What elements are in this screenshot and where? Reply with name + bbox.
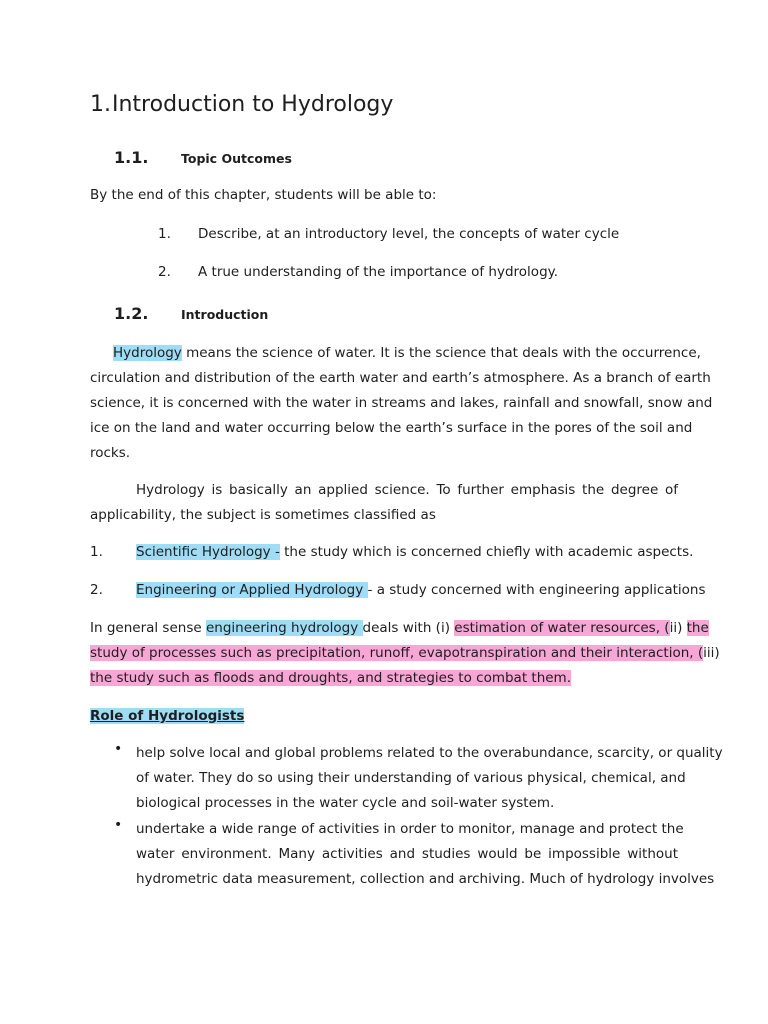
classification-item-1: Scientific Hydrology - the study which is concerned chiefly with academic aspects. [136,544,694,560]
chapter-title: Introduction to Hydrology [112,92,394,117]
role-bullet-1-line-2: of water. They do so using their understanding of various physical, chemical, and [136,770,686,786]
bullet-icon: • [114,741,123,757]
role-bullet-1-line-3: biological processes in the water cycle and soil-water system. [136,795,555,811]
section-1-2-title: Introduction [181,307,269,322]
outcomes-intro: By the end of this chapter, students will be able to: [90,187,437,203]
the-highlight: the [686,620,709,636]
intro-line-3: science, it is concerned with the water in streams and lakes, rainfall and snowfall, snow and [90,395,713,411]
intro-line-5: rocks. [90,445,131,461]
engineering-hydrology-highlight: Engineering or Applied Hydrology [136,582,368,598]
role-bullet-2-line-3: hydrometric data measurement, collection and archiving. Much of hydrology involves [136,871,715,887]
intro-line-1: Hydrology means the science of water. It is the science that deals with the occurrence, [113,345,701,361]
section-1-2-number: 1.2. [114,304,149,323]
applied-line-2: applicability, the subject is sometimes classified as [90,507,436,523]
chapter-heading [90,92,393,117]
intro-line-2: circulation and distribution of the earth water and earth’s atmosphere. As a branch of earth [90,370,711,386]
classification-number-2: 2. [90,582,103,598]
general-line-3 [90,666,678,691]
scientific-hydrology-highlight: Scientific Hydrology - [136,544,280,560]
water-resources-highlight: estimation of water resources, ( [454,620,670,636]
chapter-number: 1. [90,92,111,117]
outcome-text-2: A true understanding of the importance of hydrology. [198,264,558,280]
general-line-2: study of processes such as precipitation, runoff, evapotranspiration and their interaction, (iii) [90,645,720,661]
processes-highlight: study of processes such as precipitation, runoff, evapotranspiration and their interaction, ( [90,645,704,661]
general-line-1: In general sense engineering hydrology deals with (i) estimation of water resources, (ii) the [90,620,709,636]
floods-highlight: the study such as floods and droughts, and strategies to combat them. [90,670,572,686]
engineering-hydrology-term-highlight: engineering hydrology [205,620,363,636]
applied-line-1: Hydrology is basically an applied science. To further emphasis the degree of [136,482,678,498]
classification-item-2: Engineering or Applied Hydrology - a study concerned with engineering applications [136,582,706,598]
section-1-1-number: 1.1. [114,148,149,167]
outcome-text-1: Describe, at an introductory level, the concepts of water cycle [198,226,620,242]
role-bullet-1-line-1: help solve local and global problems related to the overabundance, scarcity, or quality [136,745,723,761]
classification-number-1: 1. [90,544,103,560]
intro-line-4: ice on the land and water occurring below the earth’s surface in the pores of the soil and [90,420,693,436]
role-bullet-2-line-1: undertake a wide range of activities in order to monitor, manage and protect the [136,821,684,837]
role-heading: Role of Hydrologists [90,708,245,724]
hydrology-term-highlight: Hydrology [113,345,182,361]
outcome-number-1: 1. [158,226,171,242]
bullet-icon: • [114,817,123,833]
section-1-1-title: Topic Outcomes [181,151,292,166]
role-bullet-2-line-2: water environment. Many activities and studies would be impossible without [136,846,678,862]
outcome-number-2: 2. [158,264,171,280]
